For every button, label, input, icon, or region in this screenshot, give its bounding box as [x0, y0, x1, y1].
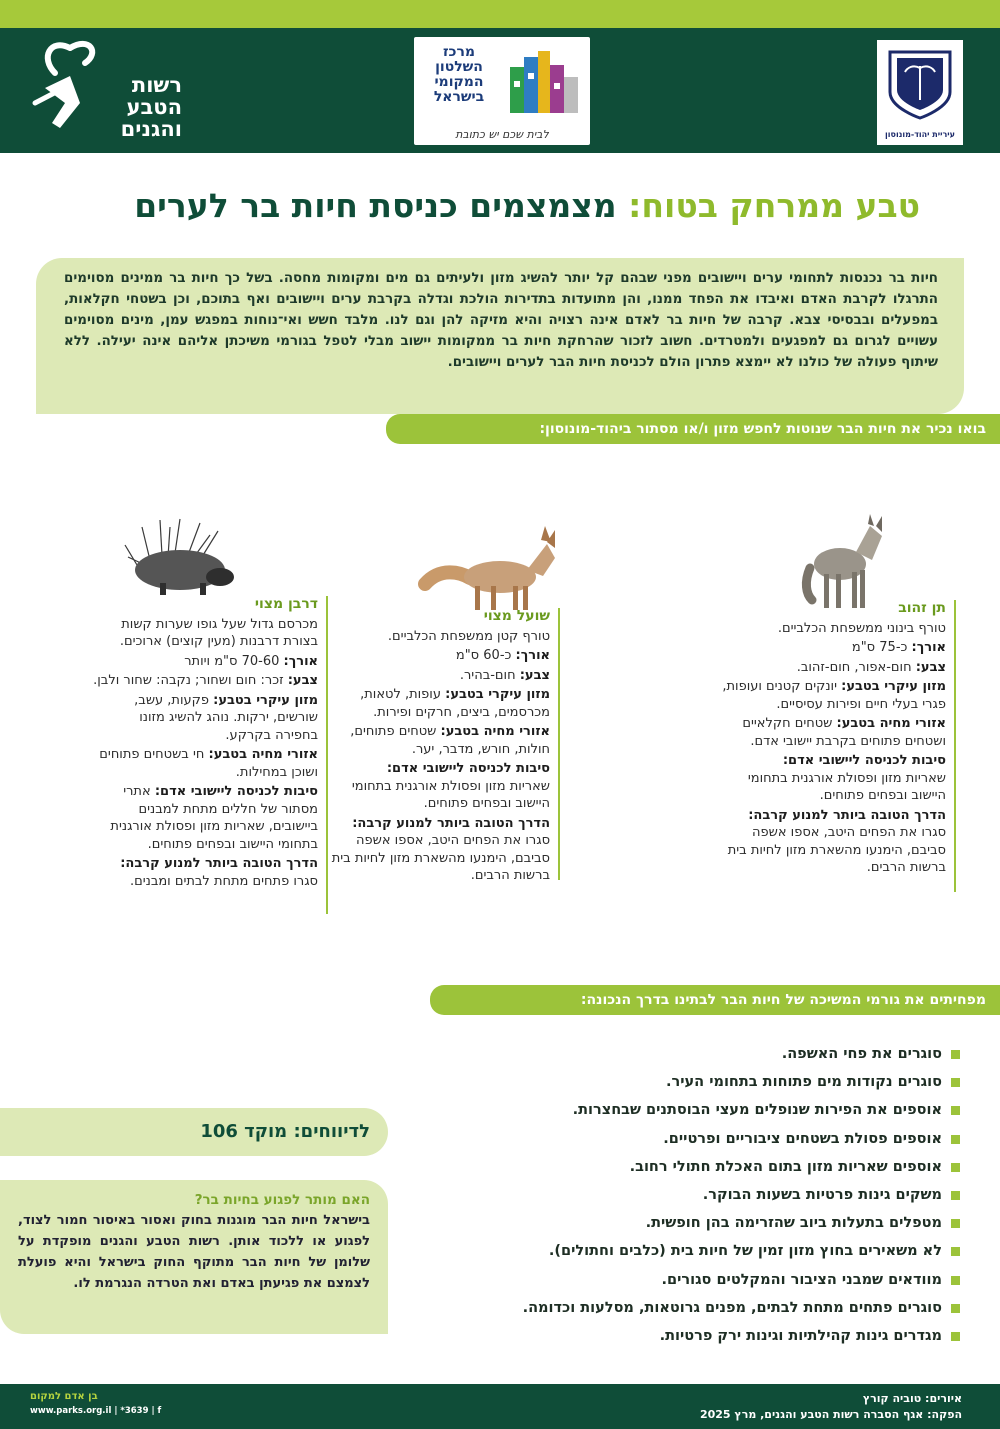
animal-length: אורך: כ-75 ס"מ [851, 640, 946, 655]
animal-color: צבע: זכר: חום ושחור; נקבה: שחור ולבן. [93, 673, 318, 688]
report-hotline[interactable]: לדיווחים: מוקד 106 [0, 1108, 388, 1156]
animal-card-porcupine [93, 596, 328, 914]
golden-jackal-illustration [800, 512, 890, 612]
animal-reasons: סיבות לכניסה ליישובי אדם: אתרי מסתור של חללים מתחת למבנים ביישובים, שאריות מזון ופסולת אורגנית בתחומי היישוב ובפחים פתוחים. [110, 784, 318, 852]
title-main: מצמצמים כניסת חיות בר לערים [134, 186, 617, 225]
center-logo-slogan: לבית שכם יש כתובת [455, 128, 549, 141]
list-item: מגדרים גינות קהילתיות וגינות ירק פרטיות. [402, 1322, 962, 1350]
list-item: סוגרים את פחי האשפה. [402, 1040, 962, 1068]
animal-food: מזון עיקרי בטבע: פקעות, עשב, שורשים, ירקות. נוהג להשיג מזונו בחפירה בקרקע. [134, 692, 318, 743]
animal-habitat: אזורי מחיה בטבע: חי בשטחים פתוחים ושוכן במחילות. [99, 747, 318, 780]
tips-list [402, 1040, 962, 1350]
city-shield-icon [877, 44, 963, 124]
list-item: אוספים פסולת בשטחים ציבוריים ופרטיים. [402, 1125, 962, 1153]
local-authorities-logo[interactable] [414, 37, 590, 145]
animal-prevention: הדרך הטובה ביותר למנוע קרבה: סגרו פתחים מתחת לבתים ומבנים. [120, 856, 318, 889]
page-title [80, 186, 920, 225]
section-animals-title: בואו נכיר את חיות הבר שנוטות לחפש מזון ו/או מסתור ביהוד-מונוסון: [386, 414, 1000, 444]
city-logo-caption: עיריית יהוד-מונוסון [885, 130, 955, 139]
animal-name: תן זהוב [898, 600, 946, 616]
animal-length: אורך: כ-60 ס"מ [455, 648, 550, 663]
animal-card-fox [325, 608, 560, 883]
faq-question: האם מותר לפגוע בחיות בר? [194, 1192, 370, 1208]
list-item: לא משאירים בחוץ מזון זמין של חיות בית (כלבים וחתולים). [402, 1237, 962, 1265]
footer-contact[interactable]: www.parks.org.il | *3639 | f [30, 1406, 162, 1416]
animal-color: צבע: חום-בהיר. [459, 667, 550, 683]
animal-habitat: אזורי מחיה בטבע: שטחים חקלאיים ושטחים פתוחים בקרבת יישובי אדם. [742, 716, 946, 749]
ibex-icon [30, 28, 110, 138]
animal-card-jackal [716, 600, 956, 892]
animal-prevention: הדרך הטובה ביותר למנוע קרבה: סגרו את הפחים היטב, אספו אשפה סביבם, הימנעו מהשארת מזון לחיות בית ברשות הרבים. [727, 807, 946, 875]
top-accent-bar [0, 0, 1000, 28]
list-item: אוספים את הפירות שנופלים מעצי הבוסתנים שבחצרות. [402, 1096, 962, 1124]
list-item: סוגרים נקודות מים פתוחות בתחומי העיר. [402, 1068, 962, 1096]
faq-answer: בישראל חיות הבר מוגנות בחוק ואסור באיסור חמור לצוד, לפגוע או ללכוד אותן. רשות הטבע והגנים מופקדת על שלומן של חיות הבר מתוקף החוק בישראל והיא פועלת לצמצם את פגיעתן באדם ואת הטרדה הנגרמת לו. [18, 1213, 370, 1291]
porcupine-illustration [120, 515, 240, 597]
illustrations-credit: איורים: טוביה קורץ [862, 1392, 962, 1405]
animal-prevention: הדרך הטובה ביותר למנוע קרבה: סגרו את הפחים היטב, אספו אשפה סביבם, הימנעו מהשארת מזון לחיות בית ברשות הרבים. [331, 815, 550, 883]
list-item: מטפלים בתעלות ביוב שהזרימה בהן חופשית. [402, 1209, 962, 1237]
animal-description: טורף בינוני ממשפחת הכלביים. [777, 620, 946, 636]
animal-reasons: סיבות לכניסה ליישובי אדם: שאריות מזון ופסולת אורגנית בתחומי היישוב ובפחים פתוחים. [351, 761, 550, 811]
section-tips-title: מפחיתים את גורמי המשיכה של חיות הבר לבתינו בדרך הנכונה: [430, 985, 1000, 1015]
intro-paragraph: חיות בר נכנסות לתחומי ערים ויישובים מפני שבהם קל יותר להשיג מזון ולעיתים גם מים ומקומות מחסה. בשל כך חיות בר ממינים מסוימים התרגלו לקרבת האדם ואיבדו את הפחד ממנו, והן מתועדות בתדירות הולכת וגדלה בקרבת ערים ויישובים ואף בתוכם, וכן בשטחי חקלאות, במפעלים ובבסיסי צבא. קרבה של חיות בר לאדם אינה רצויה והיא מזיקה להן וגם לנו. מלבד חשש ואי־נוחות במפגש עמן, מינים מסוימים עשויים לגרום גם למפגעים ולמטרדים. חשוב לזכור שהרחקת חיות בר ממקומות יישוב מבלי לטפל בגורמי משיכתן אליהם אינה יעילה. ללא שיתוף פעולה של כולנו לא יימצא פתרון הולם לכניסת חיות הבר לערים ויישובים. [36, 258, 964, 414]
center-logo-title: מרכז השלטון המקומי בישראל [433, 44, 485, 105]
faq-box [0, 1180, 388, 1334]
city-emblem[interactable] [877, 40, 963, 145]
animal-food: מזון עיקרי בטבע: יונקים קטנים ועופות, פגרי בעלי חיים ופירות עסיסיים. [722, 679, 946, 712]
list-item: סוגרים פתחים מתחת לבתים, מפנים גרוטאות, מסלעות וכדומה. [402, 1294, 962, 1322]
animal-description: מכרסם גדול שעל גופו שערות קשות בצורת דרבנות (מעין קוצים) ארוכים. [119, 616, 318, 649]
footer [0, 1384, 1000, 1429]
list-item: משקים גינות פרטיות בשעות הבוקר. [402, 1181, 962, 1209]
list-item: אוספים שאריות מזון בתום האכלת חתולי רחוב. [402, 1153, 962, 1181]
title-accent: טבע ממרחק בטוח: [628, 186, 920, 225]
parks-authority-logo[interactable] [30, 28, 180, 148]
animal-color: צבע: חום-אפור, חום-זהוב. [796, 659, 946, 675]
animal-habitat: אזורי מחיה בטבע: שטחים פתוחים, חולות, חורש, מדבר, יער. [350, 724, 550, 757]
animal-length: אורך: 70-60 ס"מ ויותר [184, 653, 318, 669]
buildings-icon [506, 47, 586, 117]
footer-slogan: בן אדם למקום [30, 1391, 98, 1402]
animal-name: דרבן מצוי [254, 596, 318, 612]
footer-credits [700, 1391, 962, 1423]
animal-food: מזון עיקרי בטבע: עופות, לטאות, מכרסמים, ביצים, חרקים ופירות. [360, 687, 550, 720]
production-credit: הפקה: אגף הסברה רשות הטבע והגנים, מרץ 2025 [699, 1408, 962, 1421]
animal-reasons: סיבות לכניסה ליישובי אדם: שאריות מזון ופסולת אורגנית בתחומי היישוב ובפחים פתוחים. [747, 753, 946, 803]
animal-name: שועל מצוי [483, 608, 550, 624]
parks-logo-text: רשות הטבע והגנים [120, 73, 182, 141]
animal-description: טורף קטן ממשפחת הכלביים. [387, 628, 550, 644]
fox-illustration [415, 522, 565, 614]
list-item: מוודאים שמבני הציבור והמקלטים סגורים. [402, 1266, 962, 1294]
